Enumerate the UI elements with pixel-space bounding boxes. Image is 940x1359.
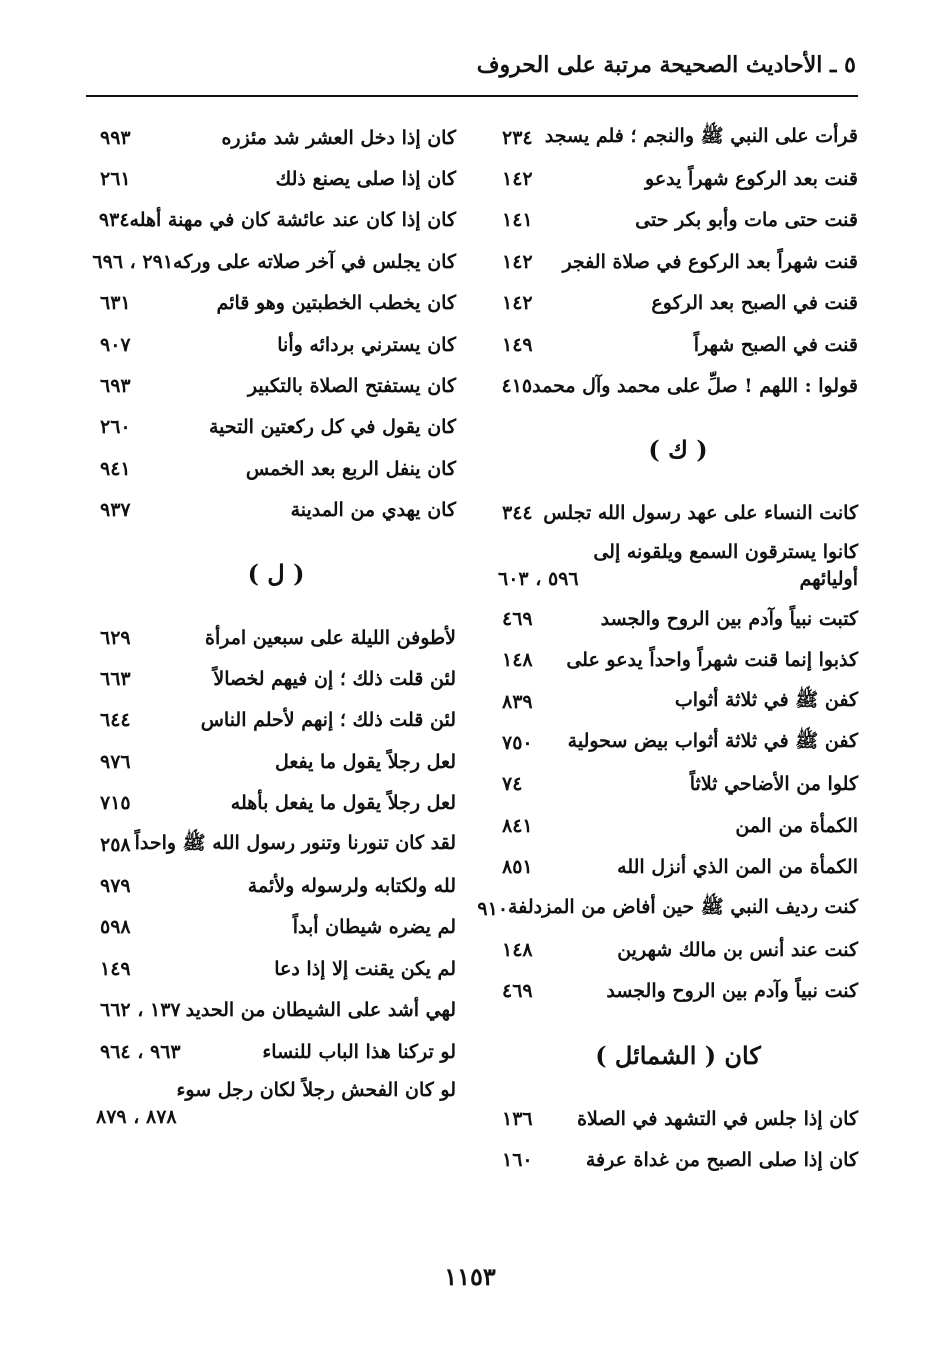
entry-text: كنت رديف النبي ﷺ حين أفاض من المزدلفة <box>508 895 858 918</box>
entry-text: الكمأة من المن <box>735 814 858 837</box>
index-entry <box>96 407 456 448</box>
index-entry <box>498 283 858 324</box>
entry-text: كان يخطب الخطبتين وهو قائم <box>216 292 456 315</box>
header-rule <box>86 95 858 97</box>
entry-ref: ٧٥٠ <box>502 731 533 754</box>
index-column-right <box>477 117 858 1181</box>
section-heading-kaf: ( ك ) <box>648 435 708 465</box>
index-entry-multiline <box>96 1072 456 1136</box>
entry-text: لعل رجلاً يقول ما يفعل <box>274 750 456 773</box>
entry-ref: ١٤٢ <box>502 168 533 191</box>
entry-ref: ٧٤ <box>502 773 523 796</box>
entry-ref: ١٤٢ <box>502 250 533 273</box>
entry-ref: ٨٥١ <box>502 856 533 879</box>
entry-text: لئن قلت ذلك ؛ إنهم لأحلم الناس <box>200 709 456 732</box>
entry-ref: ١٤٩ <box>100 957 131 980</box>
entry-text: كان إذا كان عند عائشة كان في مهنة أهله <box>129 209 456 232</box>
entry-ref: ٢٦٠ <box>100 416 131 439</box>
index-entry <box>498 241 858 282</box>
entry-text: كان إذا صلى يصنع ذلك <box>275 168 456 191</box>
index-entry <box>96 617 456 658</box>
entry-text: كفن ﷺ في ثلاثة أثواب بيض سحولية <box>567 729 858 752</box>
entry-text: كنت نبياً وآدم بين الروح والجسد <box>606 980 858 1003</box>
entry-text: قنت في الصبح بعد الركوع <box>651 292 858 315</box>
entry-text: لئن قلت ذلك ؛ إن فيهم لخصالاً <box>213 667 456 690</box>
entry-ref: ٦٤٤ <box>100 709 131 732</box>
entry-ref: ٨٧٨ ، ٨٧٩ <box>96 1106 177 1129</box>
entry-text: قولوا : اللهم ! صلِّ على محمد وآل محمد <box>532 375 858 398</box>
index-entry <box>96 907 456 948</box>
entry-text: الكمأة من المن الذي أنزل الله <box>617 856 858 879</box>
entry-text: كانت النساء على عهد رسول الله تجلس <box>543 502 858 525</box>
entry-text: كان يهدي من المدينة <box>290 499 456 522</box>
entry-ref: ٩٤١ <box>100 457 131 480</box>
entry-text: قنت حتى مات وأبو بكر حتى <box>635 209 858 232</box>
entry-second-line <box>96 1104 456 1130</box>
entry-text: قنت بعد الركوع شهراً يدعو <box>645 168 858 191</box>
index-entry <box>498 158 858 199</box>
entry-text: كتبت نبياً وآدم بين الروح والجسد <box>600 607 858 630</box>
entry-ref: ٩١٠ <box>477 897 509 920</box>
index-entry <box>92 241 456 282</box>
entry-ref: ٢٦١ <box>100 168 131 191</box>
index-entry <box>96 782 456 823</box>
entry-text: كنت عند أنس بن مالك شهرين <box>617 938 858 961</box>
index-entry <box>96 365 456 406</box>
entry-text: لو كان الفحش رجلاً لكان رجل سوء <box>176 1079 456 1102</box>
entry-ref: ٧١٥ <box>100 792 131 815</box>
entry-ref: ٩٧٦ <box>100 750 131 773</box>
index-entry <box>96 824 456 865</box>
index-entry <box>96 948 456 989</box>
entry-ref: ٩٠٧ <box>100 333 131 356</box>
entry-text: لم يضره شيطان أبداً <box>292 916 456 939</box>
entry-text: كان إذا صلى الصبح من غداة عرفة <box>585 1149 858 1172</box>
entry-ref: ٨٣٩ <box>502 690 533 713</box>
entry-ref: ١٤٨ <box>502 938 533 961</box>
index-entry <box>498 805 858 846</box>
index-entry <box>96 700 456 741</box>
entry-ref: ٩٩٣ <box>100 126 131 149</box>
index-entry <box>498 324 858 365</box>
entry-ref: ١٦٠ <box>502 1149 533 1172</box>
entry-text: لم يكن يقنت إلا إذا دعا <box>274 957 456 980</box>
entry-ref: ١٤٩ <box>502 333 533 356</box>
index-entry <box>96 117 456 158</box>
index-entry <box>96 200 456 241</box>
index-entry <box>498 929 858 970</box>
index-entry <box>96 283 456 324</box>
entry-ref: ٩٣٤ <box>98 209 130 232</box>
entry-text: لو تركنا هذا الباب للنساء <box>262 1040 456 1063</box>
entry-ref: ٤٦٩ <box>502 607 533 630</box>
index-entry <box>498 1139 858 1180</box>
entry-text: كفن ﷺ في ثلاثة أثواب <box>674 688 858 711</box>
index-entry-multiline <box>498 534 858 598</box>
index-entry <box>498 971 858 1012</box>
entry-ref: ٩٣٧ <box>100 499 131 522</box>
entry-ref: ١٣٦ <box>502 1107 533 1130</box>
index-entry <box>96 658 456 699</box>
entry-ref: ٤١٥ <box>501 375 533 398</box>
entry-text: كان يسترني بردائه وأنا <box>277 333 456 356</box>
entry-ref: ١٤٢ <box>502 292 533 315</box>
entry-second-line <box>498 566 858 592</box>
index-entry <box>498 117 858 158</box>
entry-ref: ٣٤٤ <box>502 502 533 525</box>
index-entry <box>96 741 456 782</box>
index-entry <box>498 1098 858 1139</box>
entry-text: قرأت على النبي ﷺ والنجم ؛ فلم يسجد <box>544 124 858 147</box>
entry-text: كان ينفل الربع بعد الخمس <box>245 457 456 480</box>
index-entry <box>96 490 456 531</box>
index-entry <box>498 365 858 406</box>
index-entry <box>96 448 456 489</box>
entry-text: لقد كان تنورنا وتنور رسول الله ﷺ واحداً <box>134 831 456 854</box>
index-entry <box>498 598 858 639</box>
entry-ref: ١٤٨ <box>502 649 533 672</box>
index-entry <box>498 493 858 534</box>
entry-text: لله ولكتابه ولرسوله ولأئمة <box>247 874 456 897</box>
entry-ref: ٢٣٤ <box>502 126 533 149</box>
entry-ref: ٨٤١ <box>502 814 533 837</box>
entry-ref: ٦٣١ <box>100 292 131 315</box>
entry-text: لعل رجلاً يقول ما يفعل بأهله <box>230 792 456 815</box>
entry-text: كانوا يسترقون السمع ويلقونه إلى <box>593 541 858 564</box>
entry-ref: ٥٩٦ ، ٦٠٣ <box>498 568 579 591</box>
index-entry <box>96 1031 456 1072</box>
entry-text-continued: أوليائهم <box>799 568 858 591</box>
entry-ref: ٤٦٩ <box>502 980 533 1003</box>
entry-text: كان يقول في كل ركعتين التحية <box>208 416 456 439</box>
entry-text: لأطوفن الليلة على سبعين امرأة <box>205 626 456 649</box>
index-entry <box>96 158 456 199</box>
entry-text: قنت في الصبح شهراً <box>693 333 858 356</box>
entry-ref: ٩٦٣ ، ٩٦٤ <box>100 1040 181 1063</box>
entry-ref: ٦٩٣ <box>100 375 131 398</box>
page-number: ١١٥٣ <box>444 1262 496 1291</box>
index-entry <box>498 640 858 681</box>
entry-ref: ٦٢٩ <box>100 626 131 649</box>
entry-text: قنت شهراً بعد الركوع في صلاة الفجر <box>562 250 858 273</box>
index-entry <box>96 324 456 365</box>
index-entry <box>498 764 858 805</box>
entry-ref: ٥٩٨ <box>100 916 131 939</box>
entry-text: كان إذا جلس في التشهد في الصلاة <box>577 1107 858 1130</box>
index-entry <box>498 681 858 722</box>
entry-text: كلوا من الأضاحي ثلاثاً <box>689 773 858 796</box>
index-entry <box>498 722 858 763</box>
section-heading-lam: ( ل ) <box>247 559 305 589</box>
entry-text: كان يستفتح الصلاة بالتكبير <box>247 375 456 398</box>
entry-ref: ٦٦٣ <box>100 667 131 690</box>
entry-ref: ١٣٧ ، ٦٦٢ <box>100 999 181 1022</box>
entry-text: كان يجلس في آخر صلاته على وركه <box>173 250 456 273</box>
index-entry <box>498 846 858 887</box>
index-entry <box>96 989 456 1030</box>
index-column-left <box>92 117 456 1136</box>
index-entry <box>477 888 858 929</box>
entry-text: كان إذا دخل العشر شد مئزره <box>221 126 456 149</box>
index-entry <box>96 865 456 906</box>
index-entry <box>498 200 858 241</box>
entry-ref: ٩٧٩ <box>100 874 131 897</box>
page-header: ٥ ـ الأحاديث الصحيحة مرتبة على الحروف <box>476 52 856 78</box>
section-heading-shamail: كان ( الشمائل ) <box>595 1040 761 1070</box>
entry-ref: ١٤١ <box>502 209 533 232</box>
entry-text: لهي أشد على الشيطان من الحديد <box>185 999 456 1022</box>
entry-ref: ٢٩١ ، ٦٩٦ <box>92 250 174 273</box>
entry-text: كذبوا إنما قنت شهراً واحداً يدعو على <box>566 649 858 672</box>
entry-ref: ٢٥٨ <box>100 833 131 856</box>
